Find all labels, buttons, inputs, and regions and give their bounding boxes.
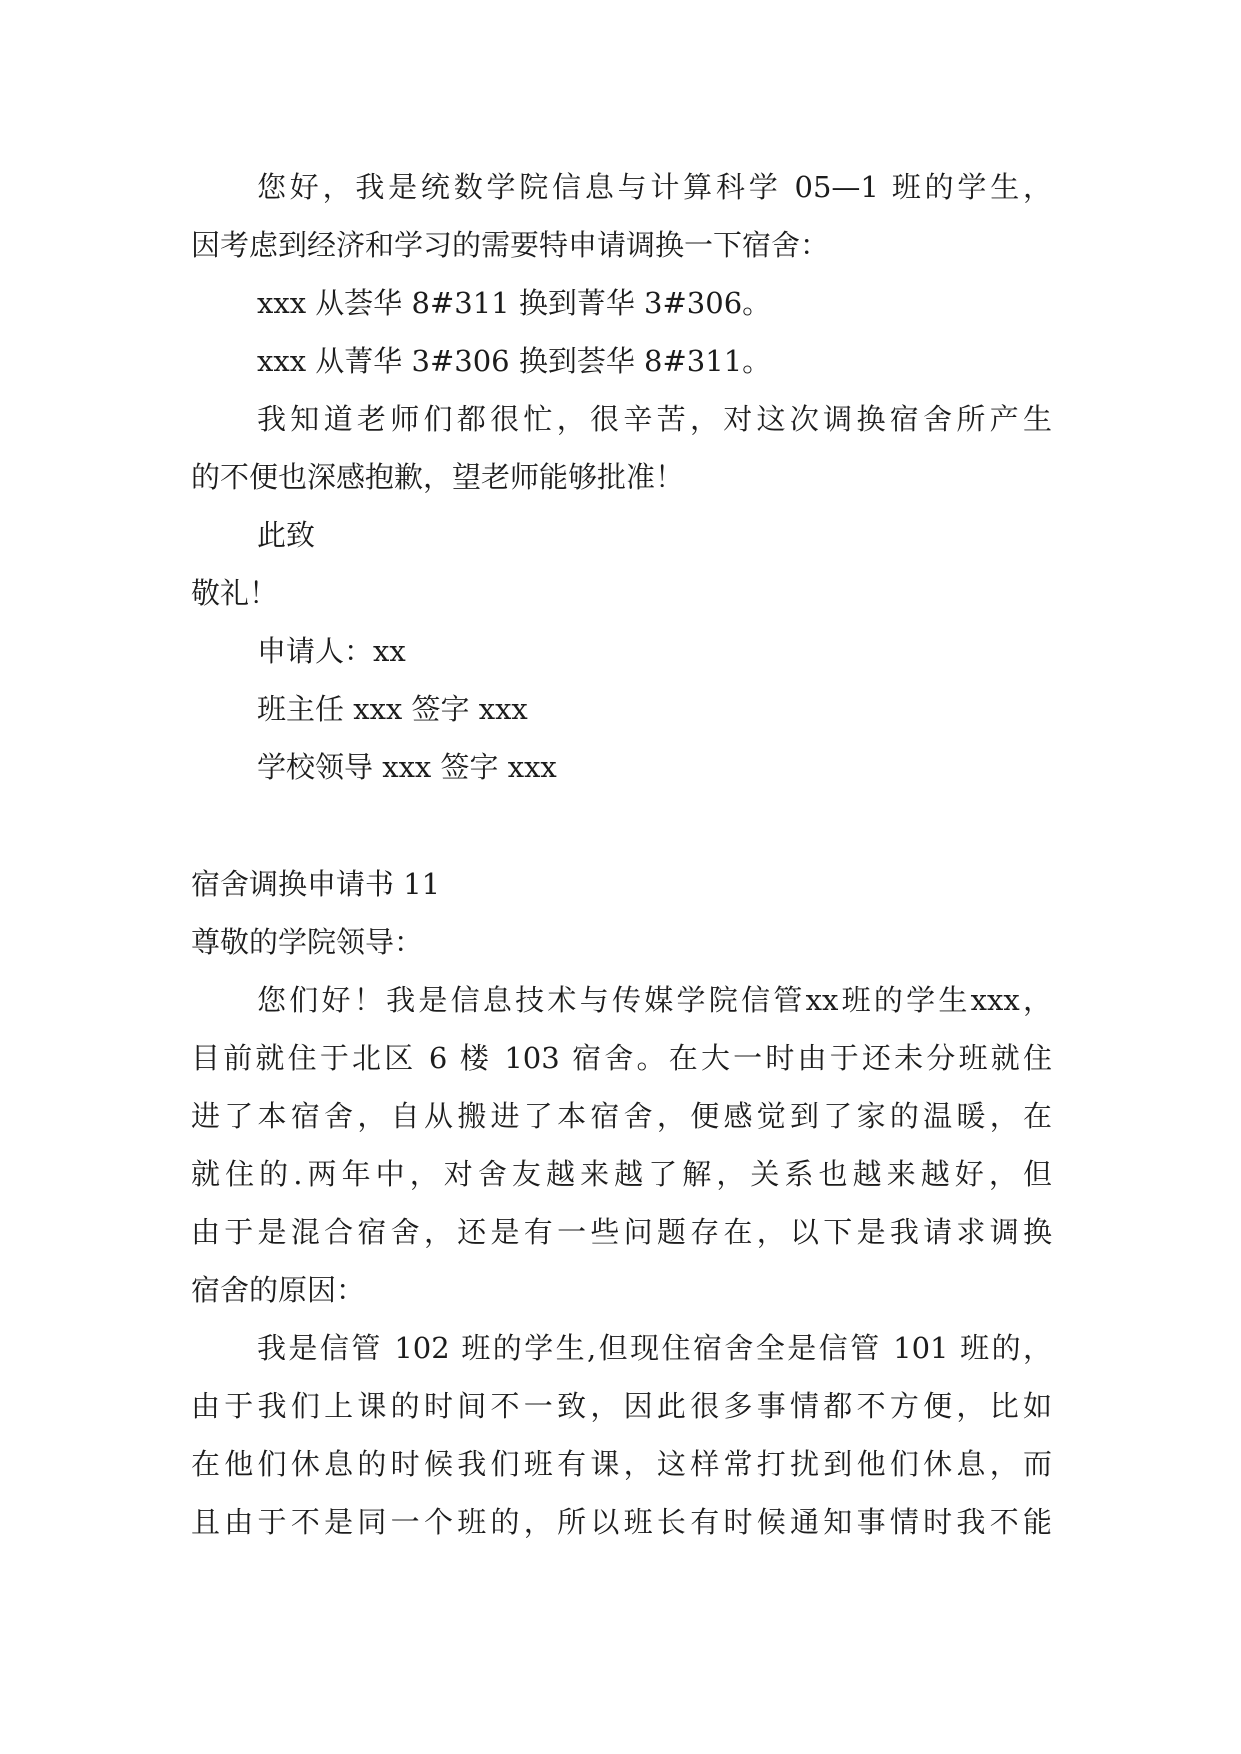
letter2-paragraph1-line-2: 目前就住于北区 6 楼 103 宿舍。在大一时由于还未分班就住 — [191, 1041, 1052, 1075]
letter1-school-leader-signature: 学校领导 xxx 签字 xxx — [257, 750, 557, 784]
letter1-greeting-line-1: 您好，我是统数学院信息与计算科学 05—1 班的学生， — [257, 170, 1052, 204]
letter2-paragraph1-line-3: 进了本宿舍，自从搬进了本宿舍，便感觉到了家的温暖，在 — [191, 1099, 1052, 1133]
letter1-class-teacher-signature: 班主任 xxx 签字 xxx — [257, 692, 528, 726]
letter1-salute: 敬礼！ — [191, 576, 279, 610]
letter1-closing: 此致 — [257, 518, 316, 552]
letter2-paragraph2-line-3: 在他们休息的时候我们班有课，这样常打扰到他们休息，而 — [191, 1447, 1052, 1481]
letter2-paragraph2-line-1: 我是信管 102 班的学生,但现住宿舍全是信管 101 班的， — [257, 1331, 1052, 1365]
letter1-applicant: 申请人：xx — [257, 634, 406, 668]
letter1-apology-line-2: 的不便也深感抱歉，望老师能够批准！ — [191, 460, 685, 494]
letter2-paragraph1-line-6: 宿舍的原因： — [191, 1273, 366, 1307]
letter2-paragraph1-line-4: 就住的.两年中，对舍友越来越了解，关系也越来越好，但 — [191, 1157, 1052, 1191]
letter2-paragraph2-line-4: 且由于不是同一个班的，所以班长有时候通知事情时我不能 — [191, 1505, 1052, 1539]
letter1-swap-line-1: xxx 从荟华 8#311 换到菁华 3#306。 — [257, 286, 772, 320]
letter1-greeting-line-2: 因考虑到经济和学习的需要特申请调换一下宿舍： — [191, 228, 830, 262]
letter2-paragraph2-line-2: 由于我们上课的时间不一致，因此很多事情都不方便，比如 — [191, 1389, 1052, 1423]
letter1-apology-line-1: 我知道老师们都很忙，很辛苦，对这次调换宿舍所产生 — [257, 402, 1052, 436]
letter2-paragraph1-line-1: 您们好！我是信息技术与传媒学院信管xx班的学生xxx， — [257, 983, 1052, 1017]
letter1-swap-line-2: xxx 从菁华 3#306 换到荟华 8#311。 — [257, 344, 772, 378]
letter2-title: 宿舍调换申请书 11 — [191, 867, 441, 901]
letter2-salutation: 尊敬的学院领导： — [191, 925, 424, 959]
letter2-paragraph1-line-5: 由于是混合宿舍，还是有一些问题存在，以下是我请求调换 — [191, 1215, 1052, 1249]
